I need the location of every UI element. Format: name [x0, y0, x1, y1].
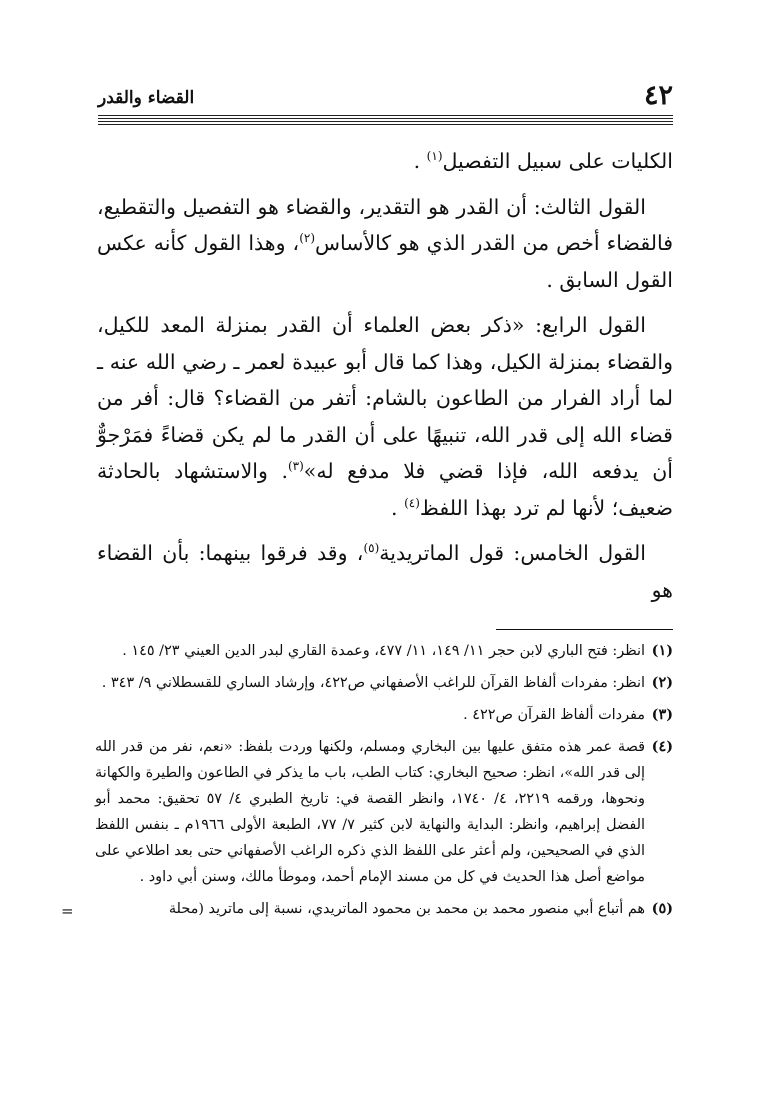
footnote-marker: (٢) — [299, 231, 316, 246]
header-rule — [98, 115, 673, 127]
page-header — [98, 80, 673, 111]
footnote-separator — [496, 629, 673, 630]
footnote: (٢) انظر: مفردات ألفاظ القرآن للراغب الأصفهاني ص٤٢٢، وإرشاد الساري للقسطلاني ٩/ ٣٤٣ . — [95, 670, 673, 696]
main-text — [97, 143, 673, 617]
footnote: (٥) هم أتباع أبي منصور محمد بن محمد بن محمود الماتريدي، نسبة إلى ماتريد (محلة = — [95, 896, 673, 922]
footnote-marker: (٥) — [363, 541, 380, 556]
footnote-number: (٥) — [651, 900, 673, 917]
page-number: ٤٢ — [643, 80, 673, 111]
footnote-marker: (١) — [426, 149, 443, 164]
paragraph-third-opinion: القول الثالث: أن القدر هو التقدير، والقضاء هو التفصيل والتقطيع، فالقضاء أخص من القدر الذي هو كالأساس$^{(٢)}$، وهذا القول كأنه عكس القول السابق . — [97, 194, 673, 292]
footnote: (٣) مفردات ألفاظ القرآن ص٤٢٢ . — [95, 702, 673, 728]
footnote-marker: (٤) — [404, 495, 420, 510]
footnote-number: (١) — [651, 642, 673, 659]
footnote: (٤) قصة عمر هذه متفق عليها بين البخاري ومسلم، ولكنها وردت بلفظ: «نعم، نفر من قدر الله إلى قدر الله»، انظر: صحيح البخاري: كتاب الطب، باب ما يذكر في الطاعون والطيرة والكهانة ونحوها، ورقمه ٢٢١٩، ٤/ ١٧٤٠، وانظر القصة في: تاريخ الطبري ٤/ ٥٧ تحقيق: محمد أبو الفضل إبراهيم، وانظر: البداية والنهاية لابن كثير ٧/ ٧٧، الطبعة الأولى ١٩٦٦م ـ بنفس اللفظ الذي في الصحيحين، ولم أعثر على اللفظ الذي ذكره الراغب الأصفهاني حتى بعد اطلاعي على مواضع أصل هذا الحديث في كل من مسند الإمام أحمد، وموطأ مالك، وسنن أبي داود . — [95, 734, 673, 890]
paragraph-fifth-opinion: القول الخامس: قول الماتريدية$^{(٥)}$، وقد فرقوا بينهما: بأن القضاء هو — [97, 541, 673, 602]
footnote-marker: (٣) — [287, 459, 304, 474]
footnote-number: (٤) — [651, 738, 673, 755]
footnote-number: (٢) — [651, 674, 673, 691]
continuation-mark: = — [61, 902, 74, 920]
running-title: القضاء والقدر — [98, 88, 195, 108]
paragraph-fourth-opinion: القول الرابع: «ذكر بعض العلماء أن القدر بمنزلة المعد للكيل، والقضاء بمنزلة الكيل، وهذا كما قال أبو عبيدة لعمر ـ رضي الله عنه ـ لما أراد الفرار من الطاعون بالشام: أتفر من القضاء؟ قال: أفر من قضاء الله إلى قدر الله، تنبيهًا على أن القدر ما لم يكن قضاءً فمَرْجوٌّ أن يدفعه الله، فإذا قضي فلا مدفع له»$^{(٣)}$. والاستشهاد بالحادثة ضعيف؛ لأنها لم ترد بهذا اللفظ$^{(٤)}$ . — [97, 313, 673, 520]
paragraph-continuation: الكليات على سبيل التفصيل$^{(١)}$ . — [413, 149, 673, 173]
footnote: (١) انظر: فتح الباري لابن حجر ١١/ ١٤٩، ١١/ ٤٧٧، وعمدة القاري لبدر الدين العيني ٢٣/ ١٤٥ . — [95, 638, 673, 664]
footnote-number: (٣) — [651, 706, 673, 723]
footnotes — [61, 638, 673, 928]
